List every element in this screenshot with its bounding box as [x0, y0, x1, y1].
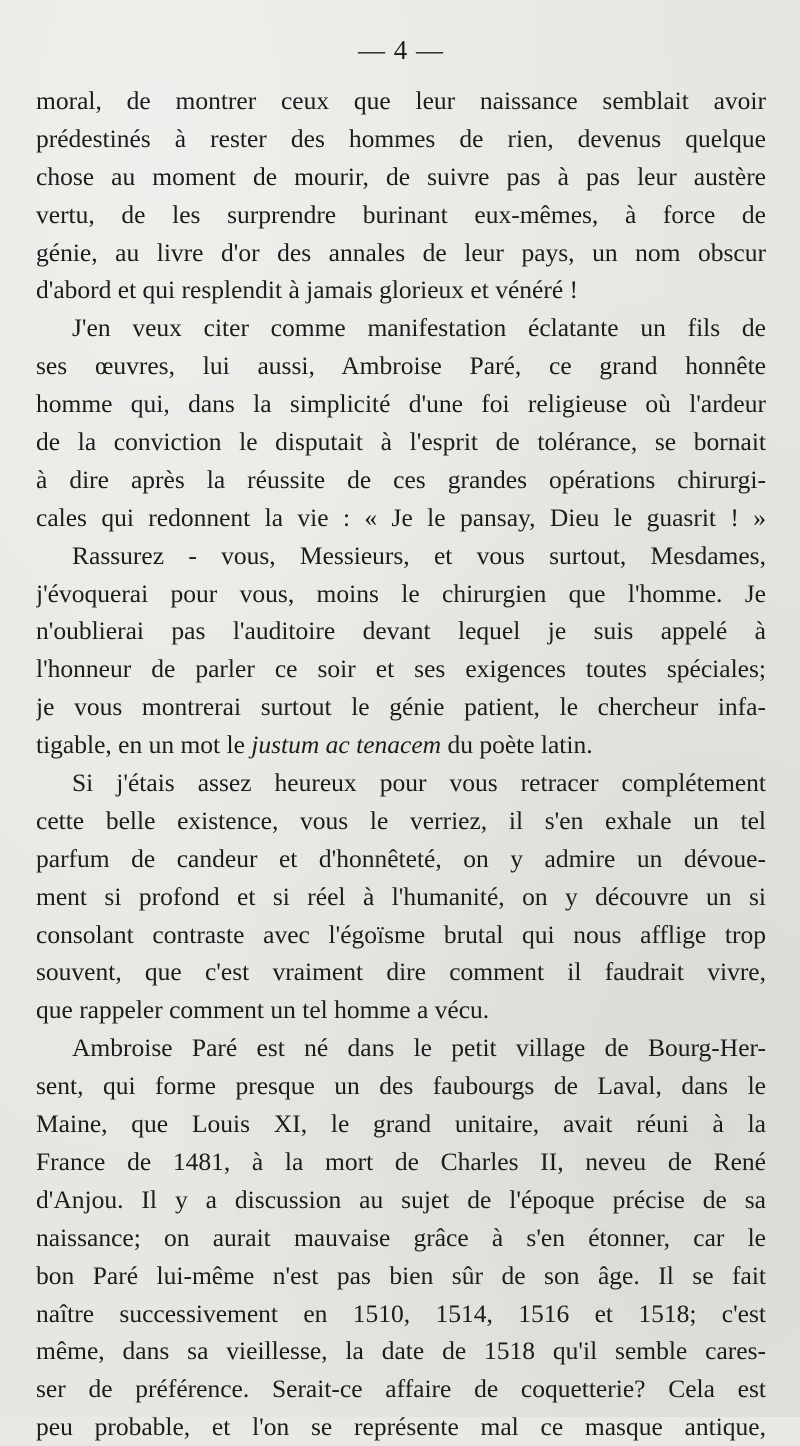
page-body [36, 82, 766, 1446]
latin-quote: justum ac tenacem [251, 730, 442, 760]
text-line: Si j'étais assez heureux pour vous retracer complétement [72, 768, 766, 798]
paragraph-1 [36, 82, 766, 309]
paragraph-3 [36, 537, 766, 764]
text-line: vertu, de les surprendre burinant eux-mêmes, à force de [36, 199, 766, 229]
text-line: Maine, que Louis XI, le grand unitaire, avait réuni à la [36, 1109, 766, 1139]
text-line: à dire après la réussite de ces grandes opérations chirurgi- [36, 464, 766, 494]
text-line: n'oublierai pas l'auditoire devant lequel je suis appelé à [36, 616, 766, 646]
text-line: Rassurez - vous, Messieurs, et vous surtout, Mesdames, [72, 540, 766, 570]
text-line: sent, qui forme presque un des faubourgs de Laval, dans le [36, 1071, 766, 1101]
text-line: souvent, que c'est vraiment dire comment il faudrait vivre, [36, 957, 766, 987]
text-line: génie, au livre d'or des annales de leur pays, un nom obscur [36, 237, 766, 267]
text-line: peu probable, et l'on se représente mal ce masque antique, [36, 1412, 766, 1442]
text-line: d'abord et qui resplendit à jamais glorieux et vénéré ! [36, 275, 579, 305]
paragraph-5 [36, 1029, 766, 1446]
text-line: j'évoquerai pour vous, moins le chirurgien que l'homme. Je [36, 578, 766, 608]
text-line: ment si profond et si réel à l'humanité, on y découvre un si [36, 881, 766, 911]
text-line: naître successivement en 1510, 1514, 1516 et 1518; c'est [36, 1298, 766, 1328]
text-line: parfum de candeur et d'honnêteté, on y admire un dévoue- [36, 843, 766, 873]
text-line: ser de préférence. Serait-ce affaire de coquetterie? Cela est [36, 1374, 766, 1404]
text-line: bon Paré lui-même n'est pas bien sûr de son âge. Il se fait [36, 1260, 766, 1290]
page-number: — 4 — [358, 35, 444, 65]
line-lead-text: tigable, en un mot le [36, 730, 245, 760]
text-line: naissance; on aurait mauvaise grâce à s'en étonner, car le [36, 1222, 766, 1252]
text-line: que rappeler comment un tel homme a vécu. [36, 995, 490, 1025]
paragraph-4 [36, 764, 766, 1029]
text-line: homme qui, dans la simplicité d'une foi religieuse où l'ardeur [36, 389, 766, 419]
text-line: prédestinés à rester des hommes de rien, devenus quelque [36, 123, 766, 153]
text-line: ses œuvres, lui aussi, Ambroise Paré, ce grand honnête [36, 351, 766, 381]
text-line: consolant contraste avec l'égoïsme brutal qui nous afflige trop [36, 919, 766, 949]
text-line: Ambroise Paré est né dans le petit village de Bourg-Her- [72, 1033, 766, 1063]
line-tail-text: du poète latin. [441, 730, 593, 760]
text-line: chose au moment de mourir, de suivre pas à pas leur austère [36, 161, 766, 191]
text-line: J'en veux citer comme manifestation éclatante un fils de [72, 313, 766, 343]
text-line: France de 1481, à la mort de Charles II, neveu de René [36, 1146, 766, 1176]
text-line: même, dans sa vieillesse, la date de 1518 qu'il semble cares- [36, 1336, 766, 1366]
text-line: d'Anjou. Il y a discussion au sujet de l'époque précise de sa [36, 1184, 766, 1214]
paragraph-2 [36, 309, 766, 536]
text-line: l'honneur de parler ce soir et ses exigences toutes spéciales; [36, 654, 766, 684]
text-line: cette belle existence, vous le verriez, il s'en exhale un tel [36, 805, 766, 835]
text-line: moral, de montrer ceux que leur naissance semblait avoir [36, 86, 766, 115]
text-line-mixed [36, 726, 766, 764]
text-line: de la conviction le disputait à l'esprit de tolérance, se bornait [36, 427, 766, 457]
text-line: je vous montrerai surtout le génie patient, le chercheur infa- [36, 692, 766, 722]
text-line: cales qui redonnent la vie : « Je le pansay, Dieu le guasrit ! » [36, 502, 766, 532]
